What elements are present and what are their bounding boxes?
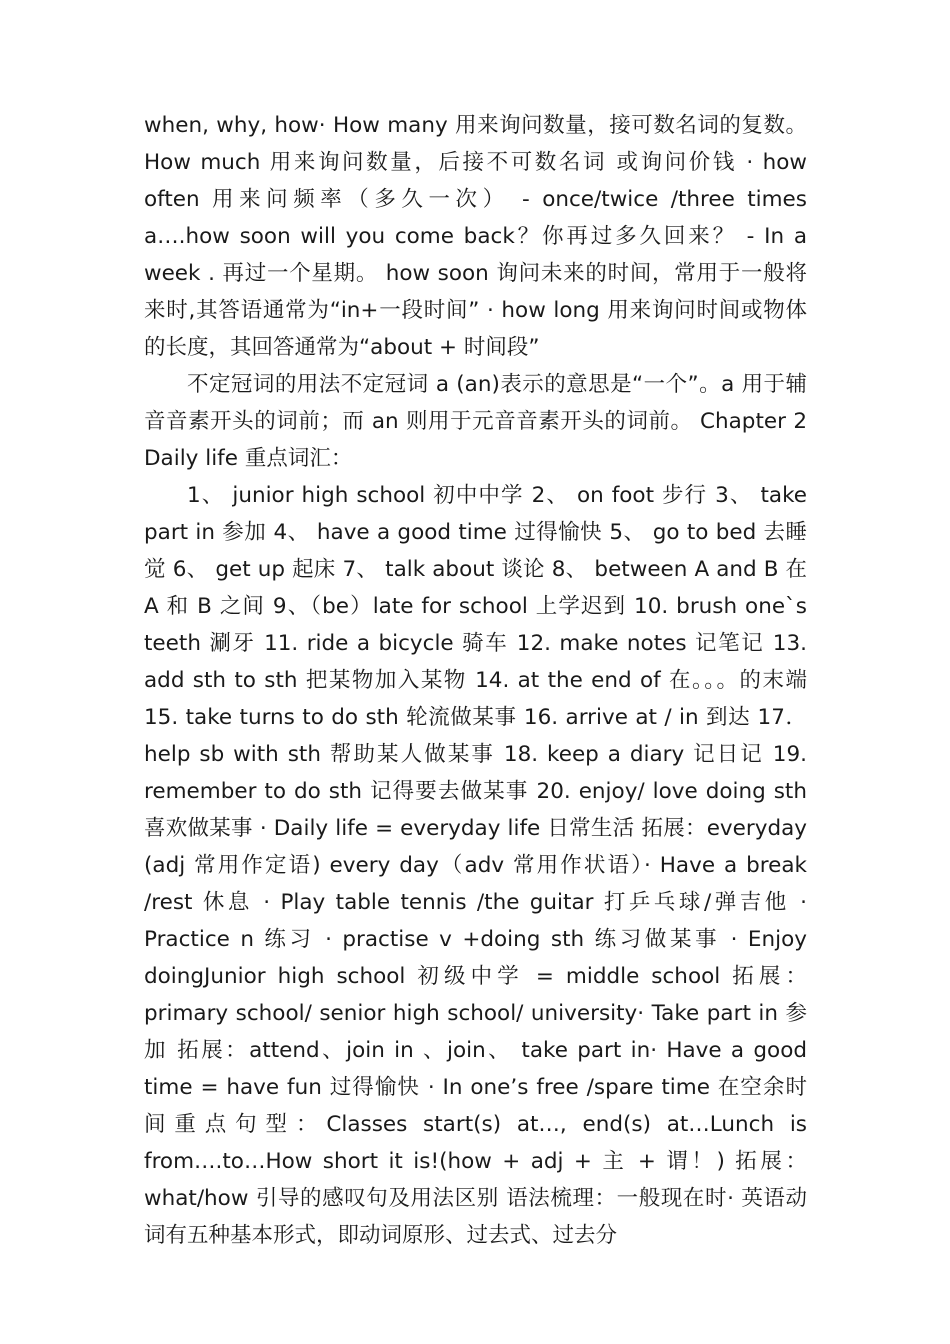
paragraph-chapter2-vocabulary: 1、 junior high school 初中中学 2、 on foot 步行 3、 take part in 参加 4、 have a good time 过得愉快 5、 go to bed 去睡觉 6、 get up 起床 7、 talk about 谈论 8、 between A and B 在 A 和 B 之间 9、（be）late for school 上学迟到 10. brush one`s teeth 涮牙 11. ride a bicycle 骑车 12. make notes 记笔记 13. add sth to sth 把某物加入某物 14. at the end of 在。。。的末端 15. take turns to do sth 轮流做某事 16. arrive at / in 到达 17．help sb with sth 帮助某人做某事 18. keep a diary 记日记 19. remember to do sth 记得要去做某事 20. enjoy/ love doing sth 喜欢做某事 · Daily life = everyday life 日常生活 拓展：everyday (adj 常用作定语) every day（adv 常用作状语）· Have a break /rest 休息 · Play table tennis /the guitar 打乒乓球/弹吉他 · Practice n 练习 · practise v +doing sth 练习做某事 · Enjoy doingJunior high school 初级中学 = middle school 拓展：primary school/ senior high school/ university· Take part in 参加 拓展：attend、join in 、join、 take part in· Have a good time = have fun 过得愉快 · In one’s free /spare time 在空余时间重点句型：Classes start(s) at…, end(s) at…Lunch is from….to…How short it is!(how + adj + 主 + 谓！) 拓展：what/how 引导的感叹句及用法区别 语法梳理：一般现在时· 英语动词有五种基本形式，即动词原形、过去式、过去分 <box>144 483 807 1248</box>
paragraph-question-words: when, why, how· How many 用来询问数量，接可数名词的复数。 How much 用来询问数量，后接不可数名词 或询问价钱 · how often 用来问频率（多久一次） - once/twice /three times a….how soon will you come back？你再过多久回来？ - In a week . 再过一个星期。 how soon 询问未来的时间，常用于一般将来时,其答语通常为“in+一段时间” · how long 用来询问时间或物体的长度，其回答通常为“about + 时间段” <box>144 113 807 360</box>
paragraph-indefinite-article: 不定冠词的用法不定冠词 a (an)表示的意思是“一个”。a 用于辅音音素开头的词前；而 an 则用于元音音素开头的词前。 Chapter 2 Daily life 重点词汇： <box>144 372 807 471</box>
document-body <box>144 107 807 1254</box>
